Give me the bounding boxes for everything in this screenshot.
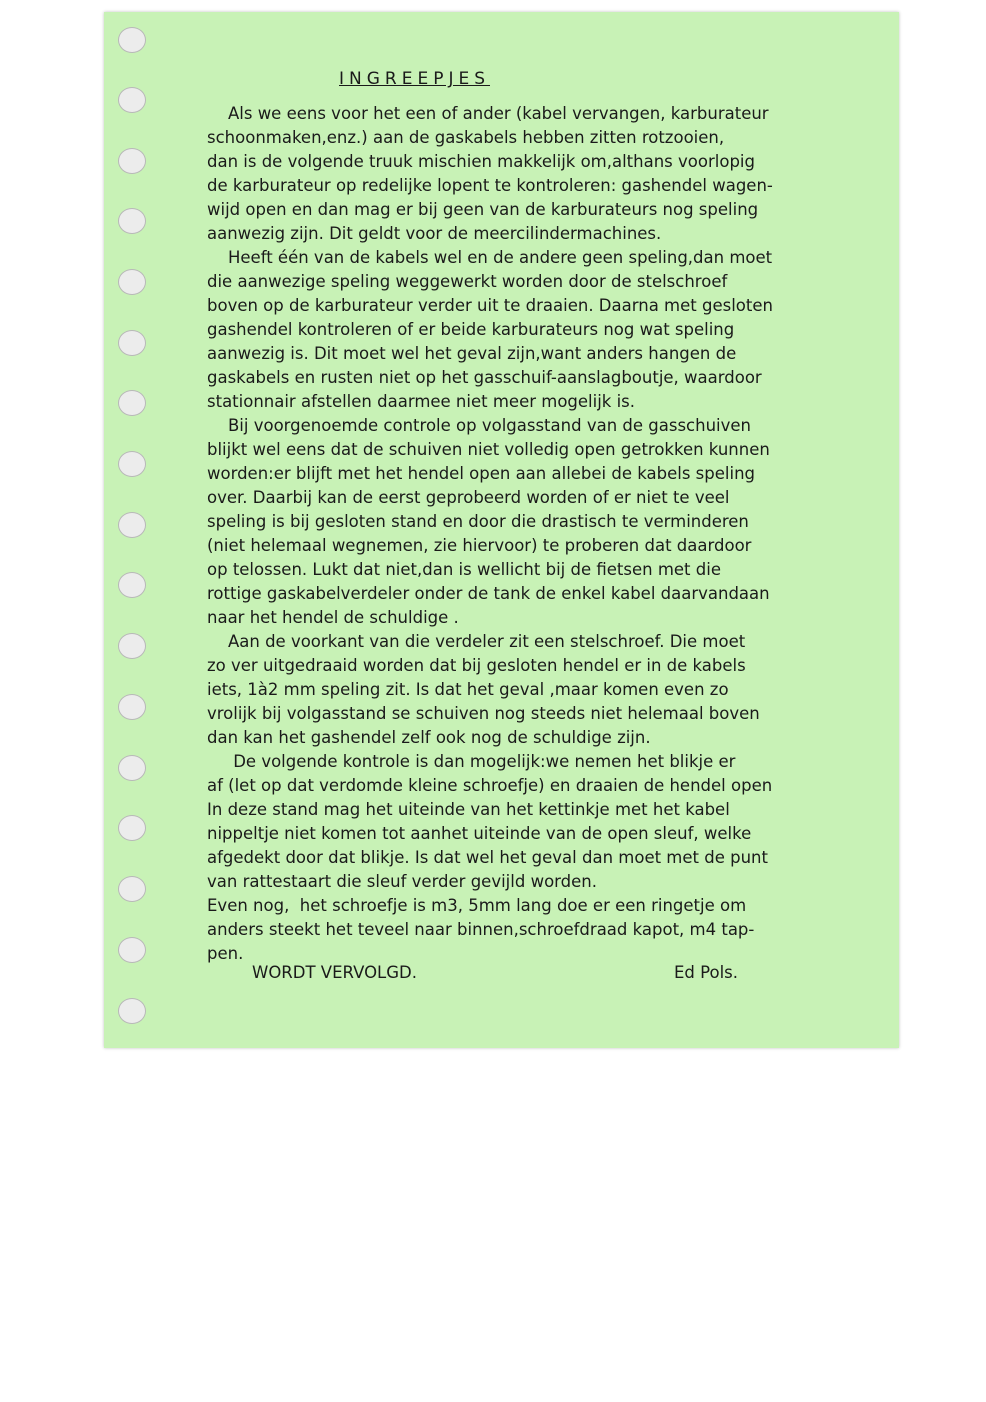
punch-hole bbox=[118, 87, 146, 113]
punch-hole bbox=[118, 998, 146, 1024]
text-line: vrolijk bij volgasstand se schuiven nog steeds niet helemaal boven bbox=[207, 704, 760, 723]
text-line: op telossen. Lukt dat niet,dan is wellicht bij de fietsen met die bbox=[207, 560, 721, 579]
author-signature: Ed Pols. bbox=[674, 963, 739, 982]
text-line: af (let op dat verdomde kleine schroefje) en draaien de hendel open bbox=[207, 776, 773, 795]
text-line: stationnair afstellen daarmee niet meer mogelijk is. bbox=[207, 392, 636, 411]
text-line: Bij voorgenoemde controle op volgasstand van de gasschuiven bbox=[207, 416, 751, 435]
punch-hole bbox=[118, 572, 146, 598]
text-line: speling is bij gesloten stand en door die drastisch te verminderen bbox=[207, 512, 749, 531]
text-line: de karburateur op redelijke lopent te kontroleren: gashendel wagen- bbox=[207, 176, 773, 195]
text-line: naar het hendel de schuldige . bbox=[207, 608, 459, 627]
punch-hole bbox=[118, 815, 146, 841]
text-line: van rattestaart die sleuf verder gevijld worden. bbox=[207, 872, 597, 891]
punch-hole bbox=[118, 330, 146, 356]
punch-hole bbox=[118, 755, 146, 781]
text-line: blijkt wel eens dat de schuiven niet volledig open getrokken kunnen bbox=[207, 440, 770, 459]
punch-hole bbox=[118, 208, 146, 234]
text-line: dan is de volgende truuk mischien makkelijk om,althans voorlopig bbox=[207, 152, 755, 171]
continued-note: WORDT VERVOLGD. bbox=[252, 963, 417, 982]
text-line: gaskabels en rusten niet op het gasschuif-aanslagboutje, waardoor bbox=[207, 368, 762, 387]
text-line: Aan de voorkant van die verdeler zit een stelschroef. Die moet bbox=[207, 632, 746, 651]
text-line: boven op de karburateur verder uit te draaien. Daarna met gesloten bbox=[207, 296, 773, 315]
text-line: die aanwezige speling weggewerkt worden door de stelschroef bbox=[207, 272, 728, 291]
text-line: afgedekt door dat blikje. Is dat wel het geval dan moet met de punt bbox=[207, 848, 768, 867]
text-line: schoonmaken,enz.) aan de gaskabels hebben zitten rotzooien, bbox=[207, 128, 725, 147]
text-line: worden:er blijft met het hendel open aan allebei de kabels speling bbox=[207, 464, 755, 483]
punch-hole bbox=[118, 390, 146, 416]
text-line: De volgende kontrole is dan mogelijk:we nemen het blikje er bbox=[207, 752, 736, 771]
page-title: INGREEPJES bbox=[339, 69, 490, 89]
text-line: Heeft één van de kabels wel en de andere geen speling,dan moet bbox=[207, 248, 773, 267]
text-line: wijd open en dan mag er bij geen van de karburateurs nog speling bbox=[207, 200, 759, 219]
punch-hole bbox=[118, 876, 146, 902]
text-line: nippeltje niet komen tot aanhet uiteinde van de open sleuf, welke bbox=[207, 824, 752, 843]
text-line: aanwezig is. Dit moet wel het geval zijn,want anders hangen de bbox=[207, 344, 737, 363]
text-line: Als we eens voor het een of ander (kabel vervangen, karburateur bbox=[207, 104, 769, 123]
punch-hole bbox=[118, 694, 146, 720]
document-page bbox=[104, 12, 899, 1048]
text-line: In deze stand mag het uiteinde van het kettinkje met het kabel bbox=[207, 800, 730, 819]
punch-hole bbox=[118, 633, 146, 659]
text-line: (niet helemaal wegnemen, zie hiervoor) te proberen dat daardoor bbox=[207, 536, 752, 555]
text-line: zo ver uitgedraaid worden dat bij gesloten hendel er in de kabels bbox=[207, 656, 746, 675]
text-line: dan kan het gashendel zelf ook nog de schuldige zijn. bbox=[207, 728, 651, 747]
text-line: anders steekt het teveel naar binnen,schroefdraad kapot, m4 tap- bbox=[207, 920, 755, 939]
text-line: aanwezig zijn. Dit geldt voor de meercilindermachines. bbox=[207, 224, 662, 243]
punch-hole bbox=[118, 451, 146, 477]
punch-hole bbox=[118, 512, 146, 538]
text-line: gashendel kontroleren of er beide karburateurs nog wat speling bbox=[207, 320, 735, 339]
text-line: pen. bbox=[207, 944, 244, 963]
punch-hole bbox=[118, 27, 146, 53]
text-line: Even nog, het schroefje is m3, 5mm lang doe er een ringetje om bbox=[207, 896, 747, 915]
text-line: rottige gaskabelverdeler onder de tank de enkel kabel daarvandaan bbox=[207, 584, 770, 603]
punch-hole bbox=[118, 937, 146, 963]
punch-hole bbox=[118, 269, 146, 295]
text-line: over. Daarbij kan de eerst geprobeerd worden of er niet te veel bbox=[207, 488, 730, 507]
punch-hole bbox=[118, 148, 146, 174]
article-body bbox=[207, 102, 872, 966]
text-line: iets, 1à2 mm speling zit. Is dat het geval ,maar komen even zo bbox=[207, 680, 729, 699]
